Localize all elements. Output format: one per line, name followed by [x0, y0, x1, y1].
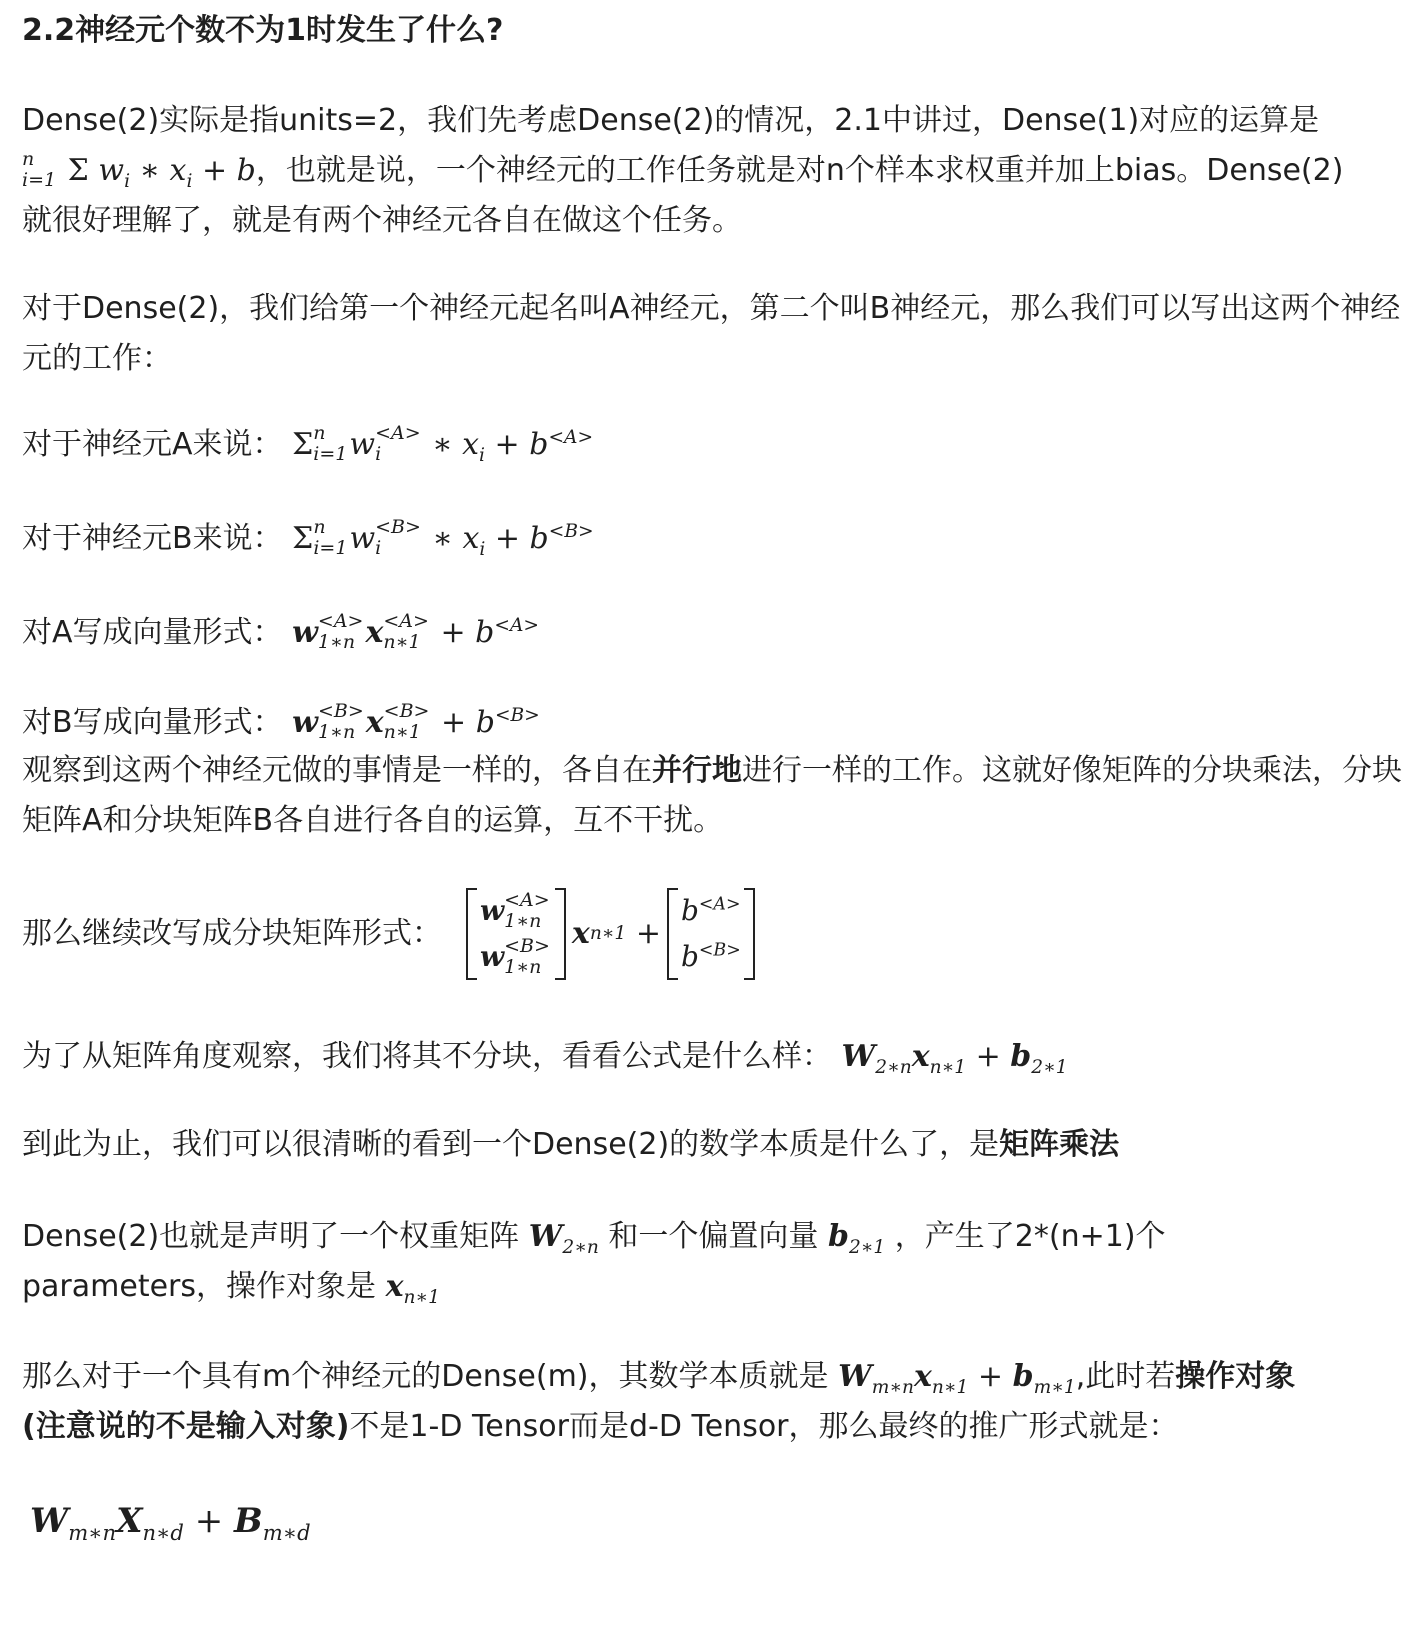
formula-dense1: n i=1 — [22, 148, 57, 191]
formula-dense-m: $W_{m∗n}x_{n∗1} + b_{m∗1}$ — [838, 1359, 1076, 1398]
paragraph-generalization: 那么对于一个具有m个神经元的Dense(m)，其数学本质就是 $W_{m∗n}x_{n∗1} + b_{m∗1}$,此时若操作对象 (注意说的不是输入对象)不是1-D Tensor而是d-D Tensor，那么最终的推广形式就是： — [22, 1359, 1296, 1444]
emphasis-operand: 操作对象 — [1175, 1359, 1296, 1394]
text: 就很好理解了，就是有两个神经元各自在做这个任务。 — [22, 203, 742, 238]
neuron-b-label: 对于神经元B来说： — [22, 521, 283, 556]
vector-b-line — [22, 698, 1412, 748]
neuron-a-label: 对于神经元A来说： — [22, 427, 283, 462]
formula-dense1-body: Σ $w_i$ ∗ $x_i + b$ — [67, 153, 256, 192]
formula-block-matrix: w <A> 1∗n w <B> 1∗n x n∗1 + $b^{<A>}$ $b^{<B>}$ — [460, 888, 761, 980]
matrix-weights: w <A> 1∗n w <B> 1∗n — [466, 888, 566, 980]
formula-vector-b: w <B> 1∗n x <B> n∗1 + $b^{<B>}$ — [292, 700, 540, 743]
paragraph-dense2-intro — [22, 96, 1412, 246]
vector-a-label: 对A写成向量形式： — [22, 615, 283, 650]
vector-b-label: 对B写成向量形式： — [22, 705, 283, 740]
formula-neuron-a: Σ n i=1 w <A> i ∗ $x_i + b^{<A>}$ — [292, 422, 594, 466]
formula-operand: $x_{n∗1}$ — [385, 1269, 440, 1308]
emphasis-matrix-multiplication: 矩阵乘法 — [999, 1127, 1120, 1162]
formula-weight-matrix: $W_{2∗n}$ — [528, 1219, 599, 1258]
text: Dense(2)实际是指units=2，我们先考虑Dense(2)的情况，2.1中讲过，Dense(1)对应的运算是 — [22, 103, 1320, 138]
neuron-b-line — [22, 514, 1412, 564]
text: ，也就是说，一个神经元的工作任务就是对n个样本求权重并加上bias。Dense(2) — [255, 153, 1344, 188]
neuron-a-line — [22, 420, 1412, 470]
block-matrix-label: 那么继续改写成分块矩阵形式： — [22, 916, 442, 951]
formula-bias-vector: $b_{2∗1}$ — [827, 1219, 886, 1258]
paragraph-parameters: Dense(2)也就是声明了一个权重矩阵 $W_{2∗n}$ 和一个偏置向量 $b_{2∗1}$ ，产生了2*(n+1)个 parameters，操作对象是 $x_{n∗1}$ — [22, 1219, 1166, 1308]
emphasis-note: (注意说的不是输入对象) — [22, 1409, 350, 1444]
section-heading: 2.2神经元个数不为1时发生了什么? — [22, 13, 504, 48]
vector-a-line — [22, 608, 1412, 658]
formula-final: $W_{m∗n}X_{n∗d} + B_{m∗d}$ — [30, 1501, 311, 1545]
paragraph-observation: 观察到这两个神经元做的事情是一样的，各自在并行地进行一样的工作。这就好像矩阵的分块乘法，分块矩阵A和分块矩阵B各自进行各自的运算，互不干扰。 — [22, 753, 1402, 838]
matrix-form-line — [22, 1032, 1412, 1082]
emphasis-parallel: 并行地 — [652, 753, 742, 788]
formula-neuron-b: Σ n i=1 w <B> i ∗ $x_i + b^{<B>}$ — [292, 516, 594, 560]
matrix-form-label: 为了从矩阵角度观察，我们将其不分块，看看公式是什么样： — [22, 1039, 832, 1074]
formula-matrix-form: $W_{2∗n}x_{n∗1} + b_{2∗1}$ — [841, 1039, 1068, 1078]
formula-vector-a: w <A> 1∗n x <A> n∗1 + $b^{<A>}$ — [292, 610, 539, 653]
conclusion-line: 到此为止，我们可以很清晰的看到一个Dense(2)的数学本质是什么了，是矩阵乘法 — [22, 1127, 1120, 1162]
matrix-biases: $b^{<A>}$ $b^{<B>}$ — [667, 888, 755, 980]
block-matrix-line — [22, 888, 1412, 980]
paragraph-naming-neurons: 对于Dense(2)，我们给第一个神经元起名叫A神经元，第二个叫B神经元，那么我们可以写出这两个神经元的工作： — [22, 291, 1401, 376]
final-formula — [30, 1496, 1420, 1546]
